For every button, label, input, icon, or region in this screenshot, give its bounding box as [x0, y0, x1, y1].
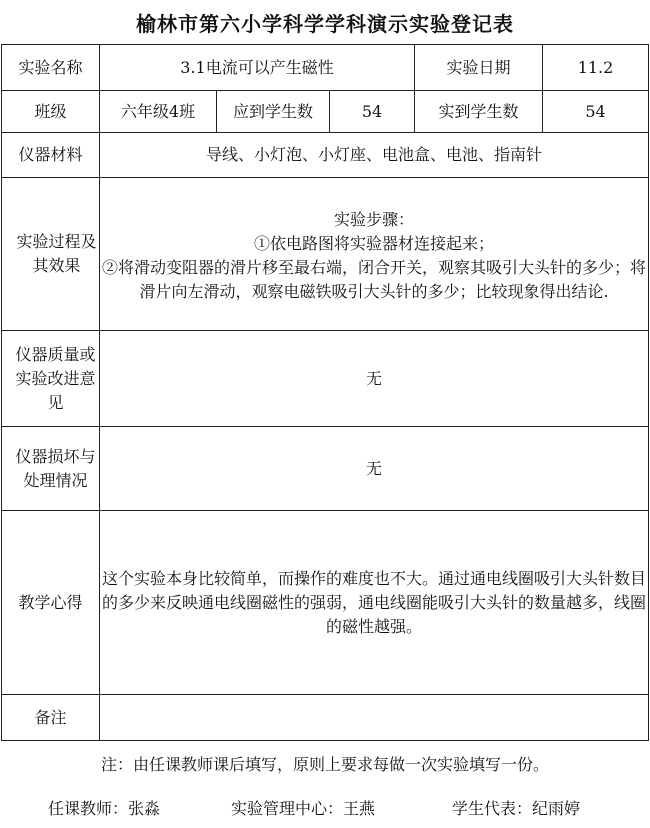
row-quality: [2, 331, 649, 427]
management-center-signature: 实验管理中心：王燕: [231, 799, 376, 818]
student-representative-signature: 学生代表：纪雨婷: [452, 799, 581, 818]
experiment-date-value: 11.2: [543, 45, 649, 91]
row-damage: [2, 427, 649, 511]
quality-value: 无: [100, 331, 649, 427]
reflection-label: 教学心得: [2, 511, 100, 695]
expected-students-label: 应到学生数: [217, 91, 330, 133]
expected-students-value: 54: [330, 91, 415, 133]
signatures-row: [0, 790, 650, 822]
teacher-signature: 任课教师：张淼: [48, 799, 161, 818]
class-value: 六年级4班: [100, 91, 217, 133]
actual-students-value: 54: [543, 91, 649, 133]
process-label: 实验过程及其效果: [2, 178, 100, 331]
process-line: 实验步骤：: [333, 210, 414, 229]
process-line: ①依电路图将实验器材连接起来；: [253, 234, 494, 253]
remarks-value: [100, 695, 649, 741]
process-content: [100, 178, 649, 331]
registration-table: [1, 44, 649, 741]
experiment-date-label: 实验日期: [415, 45, 543, 91]
fill-instructions-note: 注：由任课教师课后填写，原则上要求每做一次实验填写一份。: [100, 754, 549, 774]
reflection-value: 这个实验本身比较简单，而操作的难度也不大。通过通电线圈吸引大头针数目的多少来反映通电线圈磁性的强弱，通电线圈能吸引大头针的数量越多，线圈的磁性越强。: [100, 511, 649, 695]
damage-value: 无: [100, 427, 649, 511]
row-process: [2, 178, 649, 331]
damage-label: 仪器损坏与处理情况: [2, 427, 100, 511]
actual-students-label: 实到学生数: [415, 91, 543, 133]
materials-value: 导线、小灯泡、小灯座、电池盒、电池、指南针: [100, 133, 649, 178]
row-class: [2, 91, 649, 133]
row-reflection: [2, 511, 649, 695]
remarks-label: 备注: [2, 695, 100, 741]
form-title: 榆林市第六小学科学学科演示实验登记表: [136, 11, 514, 36]
quality-label: 仪器质量或实验改进意见: [2, 331, 100, 427]
experiment-name-value: 3.1电流可以产生磁性: [100, 45, 415, 91]
row-materials: [2, 133, 649, 178]
row-remarks: [2, 695, 649, 741]
class-label: 班级: [2, 91, 100, 133]
row-experiment-name: [2, 45, 649, 91]
experiment-name-label: 实验名称: [2, 45, 100, 91]
process-line: ②将滑动变阻器的滑片移至最右端，闭合开关，观察其吸引大头针的多少；将滑片向左滑动，观察电磁铁吸引大头针的多少；比较现象得出结论.: [101, 258, 646, 301]
materials-label: 仪器材料: [2, 133, 100, 178]
